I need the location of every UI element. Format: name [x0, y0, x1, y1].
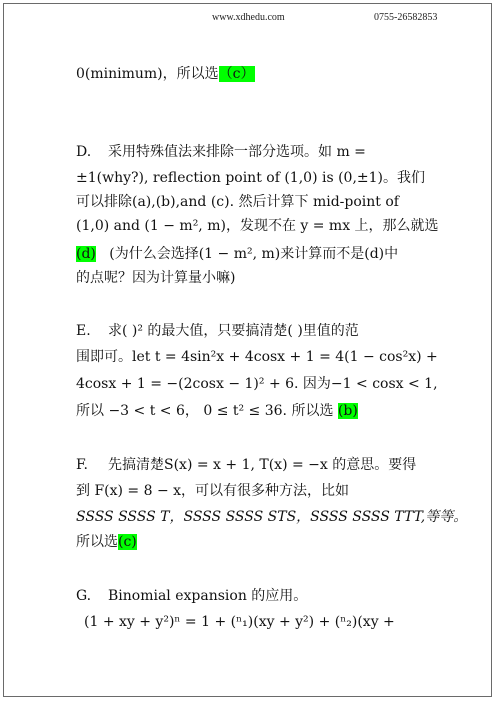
section-g-title: Binomial expansion 的应用。	[108, 588, 308, 604]
section-e-line-4	[76, 401, 358, 421]
section-d-line-2: ±1(why?), reflection point of (1,0) is (0,±1)。我们	[76, 170, 426, 186]
section-d-line-1	[76, 142, 366, 162]
section-e-line-1	[76, 321, 359, 341]
answer-highlight-e: (b)	[337, 403, 358, 419]
answer-highlight-top: （c）	[218, 66, 255, 82]
section-f-line-4	[76, 532, 137, 552]
answer-highlight-f: (c)	[118, 534, 137, 550]
section-d-line-6: 的点呢？因为计算量小嘛)	[76, 270, 236, 286]
section-g-label: G.	[76, 588, 92, 604]
section-g-formula: (1 + xy + y²)ⁿ = 1 + (ⁿ₁)(xy + y²) + (ⁿ₂)(xy +	[84, 614, 395, 630]
section-d-text-1: 采用特殊值法来排除一部分选项。如 m =	[108, 144, 366, 160]
section-d-line-5	[76, 244, 398, 264]
answer-highlight-d: (d)	[76, 246, 96, 262]
top-line	[76, 64, 255, 84]
section-e-text-4: 所以 −3 < t < 6， 0 ≤ t² ≤ 36. 所以选	[76, 403, 334, 419]
section-g-line-1	[76, 586, 307, 606]
section-d-label: D.	[76, 144, 92, 160]
section-d-line-3: 可以排除(a),(b),and (c). 然后计算下 mid-point of	[76, 194, 399, 210]
section-e-line-2: 围即可。let t = 4sin²x + 4cosx + 1 = 4(1 − cos²x) +	[76, 349, 438, 365]
top-line-text: 0(minimum)，所以选	[76, 66, 219, 82]
section-f-line-1	[76, 455, 416, 475]
section-f-label: F.	[76, 457, 88, 473]
section-f-text-4: 所以选	[76, 534, 118, 550]
section-f-line-2: 到 F(x) = 8 − x，可以有很多种方法，比如	[76, 483, 350, 499]
section-e-text-1: 求( )² 的最大值，只要搞清楚( )里值的范	[108, 323, 359, 339]
section-e-label: E.	[76, 323, 91, 339]
section-f-text-1: 先搞清楚S(x) = x + 1, T(x) = −x 的意思。要得	[108, 457, 417, 473]
section-e-line-3: 4cosx + 1 = −(2cosx − 1)² + 6. 因为−1 < cosx < 1,	[76, 376, 438, 392]
header-website: www.xdhedu.com	[212, 12, 285, 23]
section-f-line-3: SSSS SSSS T，SSSS SSSS STS，SSSS SSSS TTT,等等。	[76, 509, 468, 525]
section-d-text-5: (为什么会选择(1 − m², m)来计算而不是(d)中	[109, 246, 399, 262]
section-d-line-4: (1,0) and (1 − m², m)，发现不在 y = mx 上，那么就选	[76, 218, 439, 234]
header-phone: 0755-26582853	[374, 12, 438, 23]
